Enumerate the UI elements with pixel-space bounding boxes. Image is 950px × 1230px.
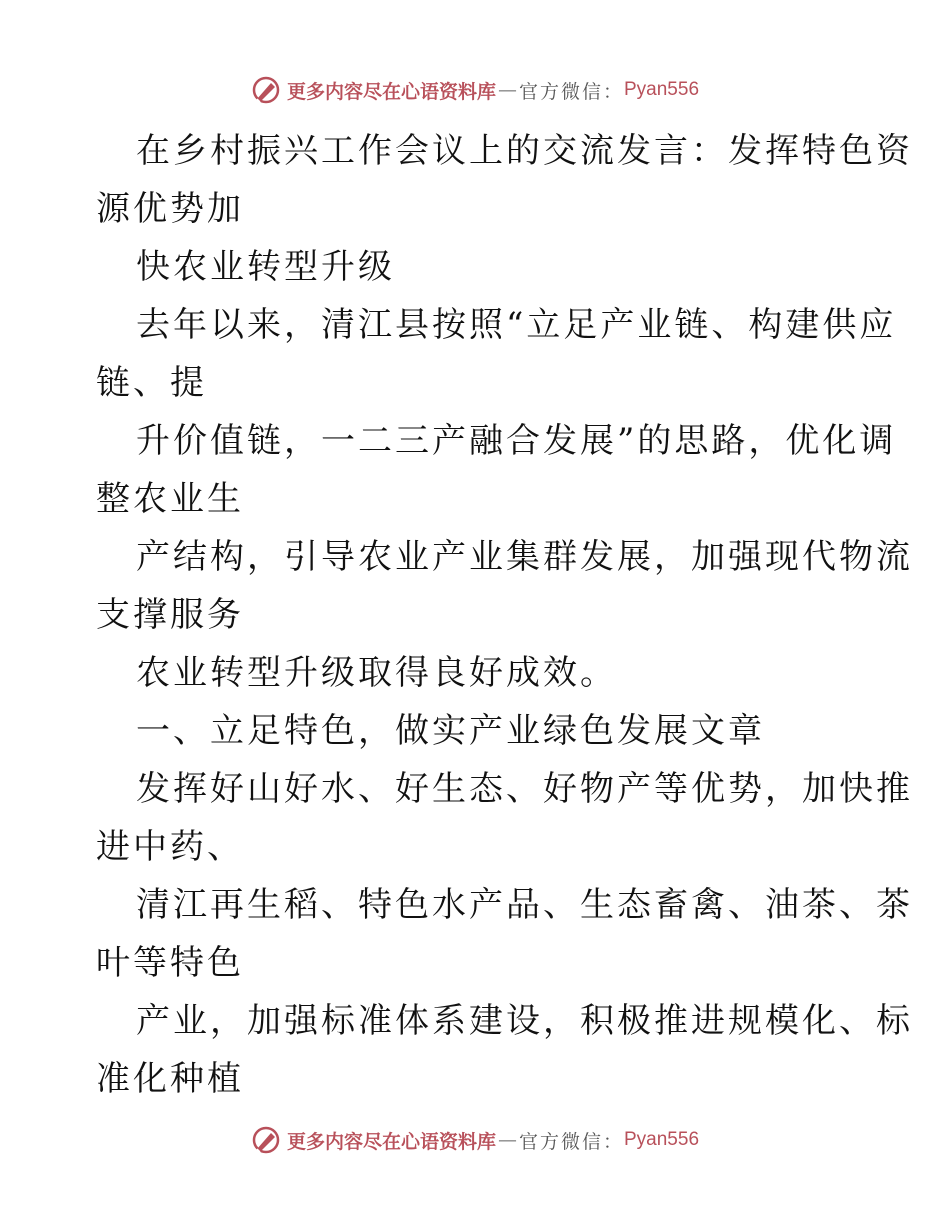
banner-official-label: 官方微信： bbox=[518, 1130, 624, 1153]
pen-logo-icon bbox=[251, 75, 281, 105]
section-heading: 一、立足特色，做实产业绿色发展文章 bbox=[136, 711, 765, 751]
text-line: 在乡村振兴工作会议上的交流发言：发挥特色资 bbox=[136, 131, 913, 171]
text-line: 去年以来，清江县按照“立足产业链、构建供应 bbox=[136, 305, 897, 345]
text-line: 产业，加强标准体系建设，积极推进规模化、标 bbox=[136, 1001, 913, 1041]
banner-separator: — bbox=[497, 79, 517, 101]
text-line: 链、提 bbox=[96, 363, 207, 403]
text-line: 升价值链，一二三产融合发展”的思路，优化调 bbox=[136, 421, 897, 461]
footer-banner bbox=[0, 1120, 950, 1160]
banner-wechat-id: Pyan556 bbox=[624, 79, 700, 100]
text-line: 清江再生稻、特色水产品、生态畜禽、油茶、茶 bbox=[136, 885, 913, 925]
banner-brand-text: 更多内容尽在心语资料库 bbox=[286, 80, 496, 103]
text-line: 叶等特色 bbox=[96, 943, 244, 983]
text-line: 支撑服务 bbox=[96, 595, 244, 635]
pen-logo-icon bbox=[251, 1125, 281, 1155]
text-line: 整农业生 bbox=[96, 479, 244, 519]
text-line: 农业转型升级取得良好成效。 bbox=[136, 653, 617, 693]
text-line: 发挥好山好水、好生态、好物产等优势，加快推 bbox=[136, 769, 913, 809]
header-banner bbox=[0, 70, 950, 110]
text-line: 准化种植 bbox=[96, 1059, 244, 1099]
banner-separator: — bbox=[497, 1129, 517, 1151]
text-line: 快农业转型升级 bbox=[136, 247, 395, 287]
text-line: 源优势加 bbox=[96, 189, 244, 229]
banner-brand-text: 更多内容尽在心语资料库 bbox=[286, 1130, 496, 1153]
text-line: 产结构，引导农业产业集群发展，加强现代物流 bbox=[136, 537, 913, 577]
banner-official-label: 官方微信： bbox=[518, 80, 624, 103]
banner-wechat-id: Pyan556 bbox=[624, 1129, 700, 1150]
document-body bbox=[96, 122, 913, 1108]
text-line: 进中药、 bbox=[96, 827, 244, 867]
